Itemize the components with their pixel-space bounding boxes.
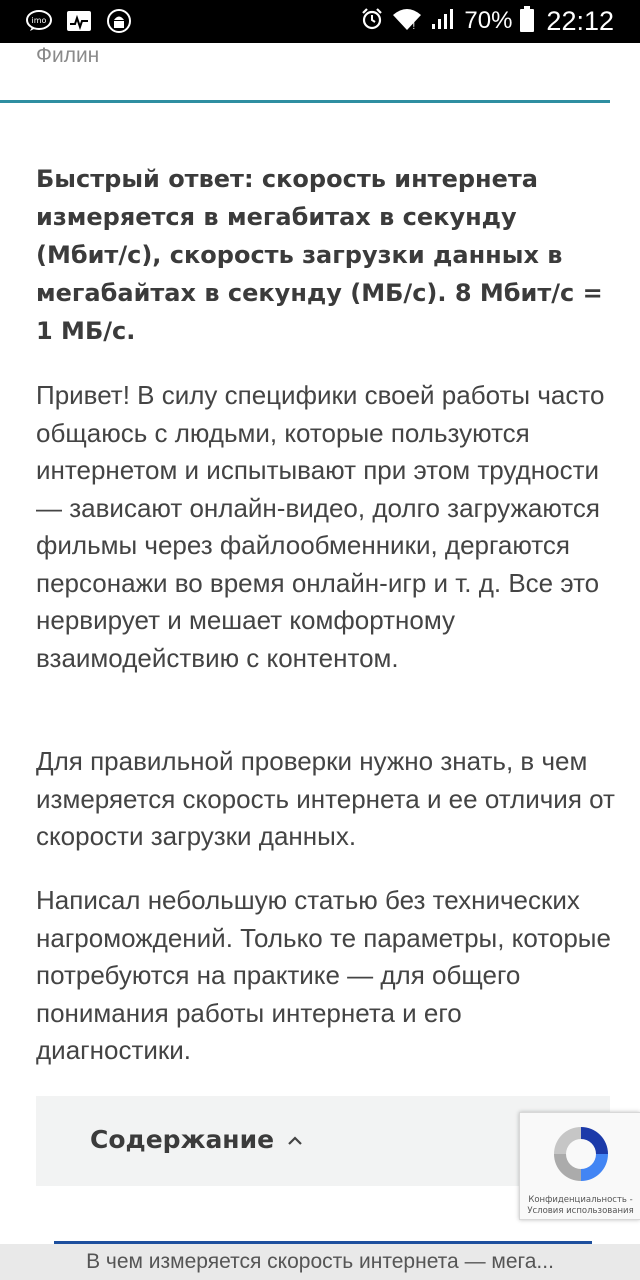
activity-icon (66, 9, 92, 33)
recaptcha-icon (548, 1121, 614, 1187)
bottom-accent-line (54, 1241, 592, 1244)
quick-answer: Быстрый ответ: скорость интернета измеряется в мегабитах в секунду (Мбит/с), скорость загрузки данных в мегабайтах в секунду (МБ/с). 8 Мбит/с = 1 МБ/с. (36, 165, 603, 345)
status-bar (0, 0, 640, 43)
chevron-up-icon (286, 1132, 304, 1146)
author-name[interactable]: Филин (36, 44, 100, 67)
wifi-icon (392, 7, 422, 35)
article-paragraph-1: Привет! В силу специфики своей работы часто общаюсь с людьми, которые пользуются интернетом и испытывают при этом трудности — зависают онлайн-видео, долго загружаются фильмы через файлообменники, дергаются персонажи во время онлайн-игр и т. д. Все это нервирует и мешает комфортному взаимодействию с контентом. (36, 380, 605, 673)
recaptcha-terms-link[interactable]: Конфиденциальность - Условия использования (527, 1195, 634, 1216)
toc-title: Содержание (90, 1125, 275, 1154)
battery-percent: 70% (464, 7, 513, 34)
bottom-page-title: В чем измеряется скорость интернета — мега... (86, 1250, 554, 1273)
imo-icon (26, 9, 52, 33)
alarm-icon (360, 7, 384, 35)
battery-icon (520, 6, 534, 36)
recaptcha-badge[interactable] (519, 1112, 640, 1220)
article-paragraph-2: Для правильной проверки нужно знать, в чем измеряется скорость интернета и ее отличия от скорости загрузки данных. (36, 746, 615, 851)
svg-text:!: ! (412, 22, 416, 31)
android-icon (106, 9, 132, 33)
article-paragraph-3: Написал небольшую статью без технических нагромождений. Только те параметры, которые потребуются на практике — для общего понимания работы интернета и его диагностики. (36, 885, 611, 1065)
signal-icon (430, 7, 456, 35)
svg-text:imo: imo (31, 16, 47, 25)
clock: 22:12 (546, 5, 614, 36)
header-divider (0, 100, 610, 103)
